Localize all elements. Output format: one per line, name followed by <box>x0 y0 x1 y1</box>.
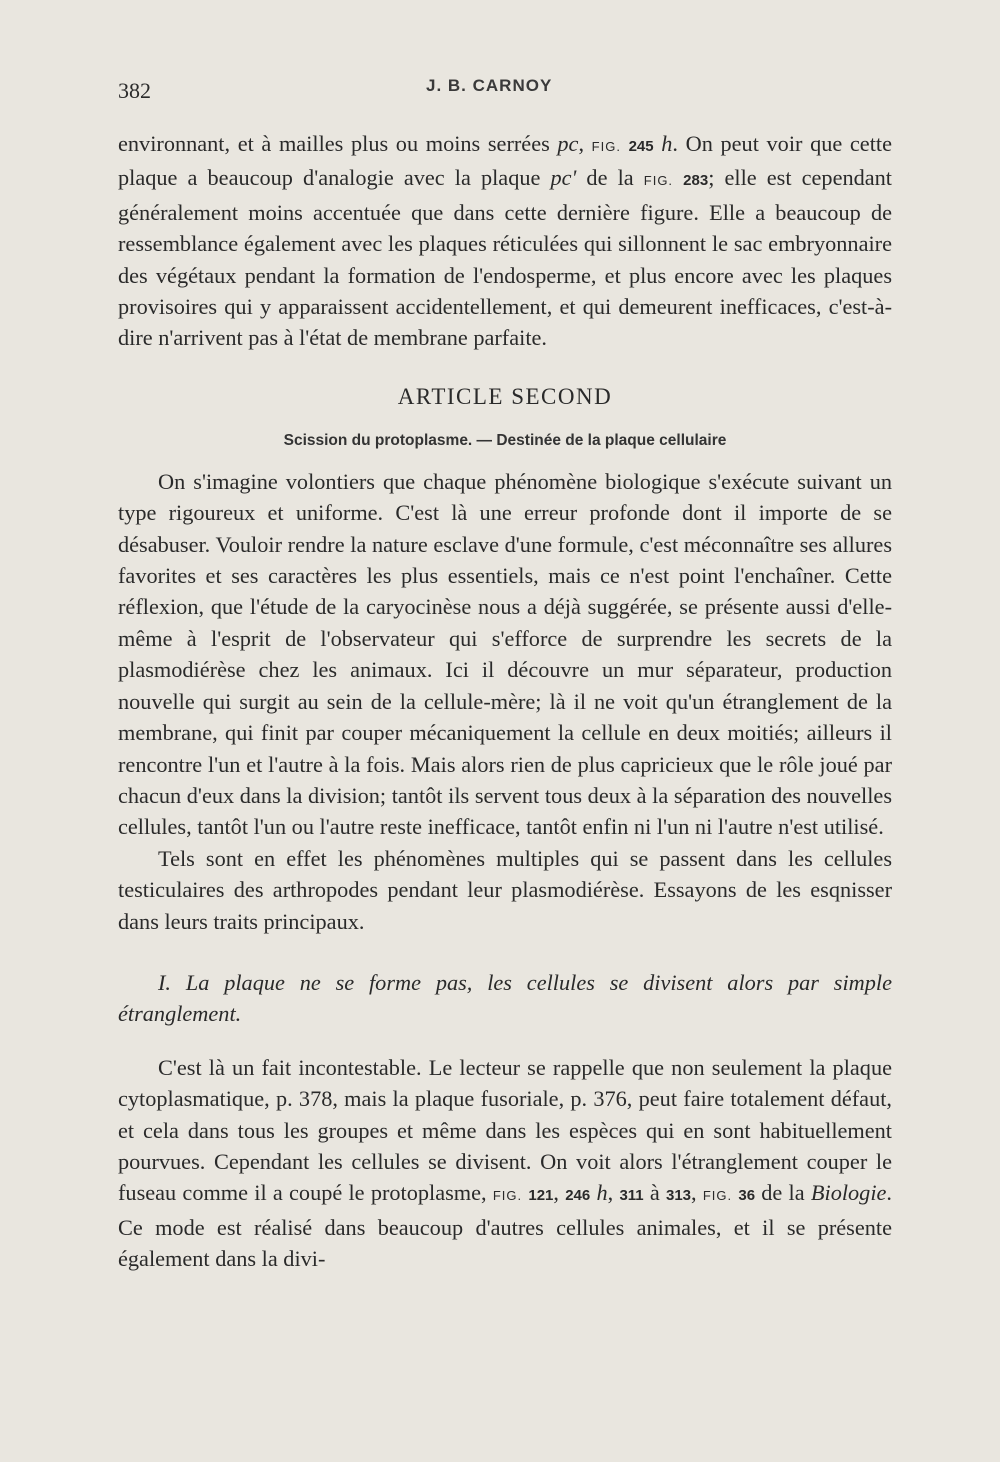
figure-reference: FIG. <box>492 1188 523 1204</box>
paragraph: On s'imagine volontiers que chaque phénomène biologique s'exécute suivant un type rigoureux et uniforme. C'est là une erreur profonde dont il importe de se désabuser. Vouloir rendre la nature esclave d'une formule, c'est méconnaître ses allures favorites et ses caractères les plus essentiels, mais ce n'est point l'enchaîner. Cette réflexion, que l'étude de la caryocinèse nous a déjà suggérée, se présente aussi d'elle-même à l'esprit de l'observateur qui s'efforce de surprendre les secrets de la plasmodiérèse chez les animaux. Ici il découvre un mur séparateur, production nouvelle qui surgit au sein de la cellule-mère; là il ne voit qu'un étranglement de la membrane, qui finit par couper mécaniquement la cellule en deux moitiés; ailleurs il rencontre l'un et l'autre à la fois. Mais alors rien de plus capricieux que le rôle joué par chacun d'eux dans la division; tantôt ils servent tous deux à la séparation des nouvelles cellules, tantôt l'un ou l'autre reste inefficace, tantôt enfin ni l'un ni l'autre n'est utilisé. <box>118 468 892 840</box>
paragraph: C'est là un fait incontestable. Le lecteur se rappelle que non seulement la plaque cytoplasmatique, p. 378, mais la plaque fusoriale, p. 376, peut faire totalement défaut, et cela dans tous les groupes et même dans les espèces qui en sont habituellement pourvues. Cependant les cellules se divisent. On voit alors l'étranglement couper le fuseau comme il a coupé le protoplasme, FIG. 121, 246 h, 311 à 313, FIG. 36 de la Biologie. Ce mode est réalisé dans beaucoup d'autres cellules animales, et il se présente également dans la divi- <box>118 1054 892 1272</box>
page-body <box>118 128 892 1275</box>
running-head: J. B. CARNOY <box>426 76 553 95</box>
figure-reference: FIG. <box>591 139 621 154</box>
subsection-heading: I. La plaque ne se forme pas, les cellules se divisent alors par simple étranglement. <box>118 969 892 1027</box>
paragraph: Tels sont en effet les phénomènes multiples qui se passent dans les cellules testiculaires des arthropodes pendant leur plasmodiérèse. Essayons de les esqnisser dans leurs traits principaux. <box>118 845 892 934</box>
figure-reference: FIG. <box>702 1188 733 1204</box>
article-title: ARTICLE SECOND <box>397 383 613 409</box>
page-number: 382 <box>118 78 151 103</box>
section-title: Scission du protoplasme. — Destinée de la plaque cellulaire <box>283 431 727 449</box>
page-header <box>118 72 898 112</box>
paragraph-continued: environnant, et à mailles plus ou moins serrées pc, FIG. 245 h. On peut voir que cette plaque a beaucoup d'analogie avec la plaque pc' de la FIG. 283; elle est cependant généralement moins accentuée que dans cette dernière figure. Elle a beaucoup de ressemblance également avec les plaques réticulées qui sillonnent le sac embryonnaire des végétaux pendant la formation de l'endosperme, et plus encore avec les plaques provisoires qui y apparaissent accidentellement, et qui demeurent inefficaces, c'est-à-dire n'arrivent pas à l'état de membrane parfaite. <box>118 131 893 351</box>
figure-reference: FIG. <box>643 173 674 189</box>
